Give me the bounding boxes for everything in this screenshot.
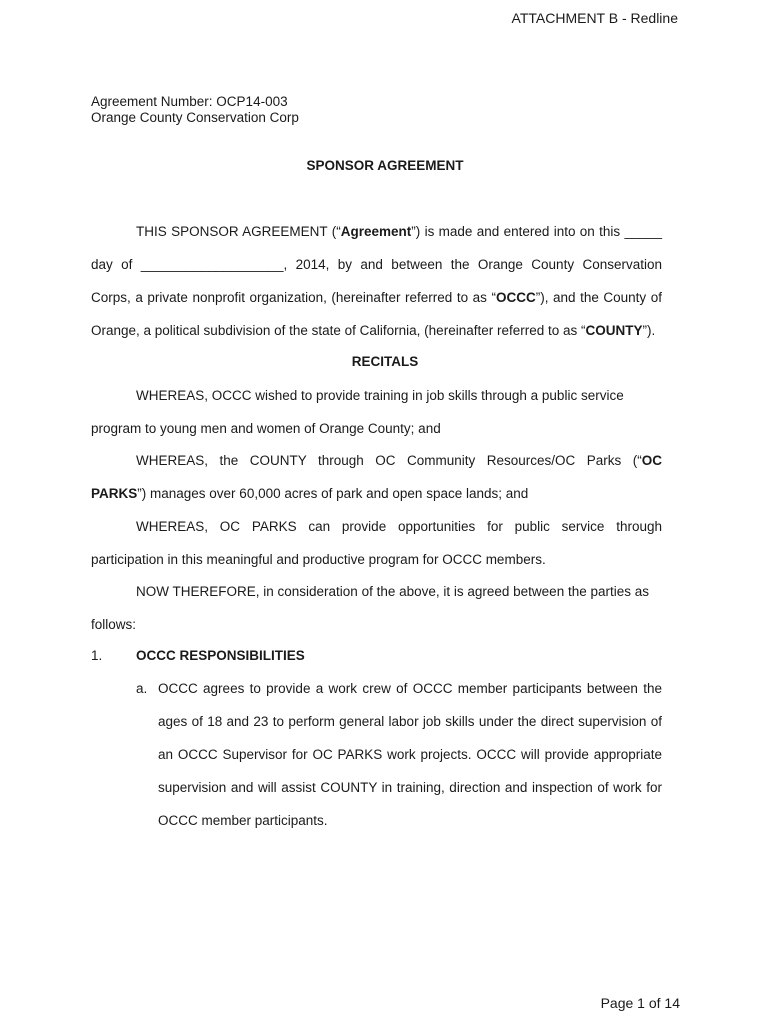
recital-3-line-1: WHEREAS, OC PARKS can provide opportunities for public service through xyxy=(136,519,662,534)
item-a-line-3: an OCCC Supervisor for OC PARKS work projects. OCCC will provide appropriate xyxy=(158,747,662,762)
page-number: Page 1 of 14 xyxy=(600,995,680,1011)
recital-4-line-2: follows: xyxy=(91,617,137,632)
intro-line-3: Corps, a private nonprofit organization, (hereinafter referred to as “OCCC”), and the County of xyxy=(91,290,662,305)
item-a-line-4: supervision and will assist COUNTY in training, direction and inspection of work for xyxy=(158,780,662,795)
recital-2-line-1: WHEREAS, the COUNTY through OC Community Resources/OC Parks (“OC xyxy=(136,453,662,468)
recital-1-line-2: program to young men and women of Orange County; and xyxy=(91,421,441,436)
item-a-line-1: OCCC agrees to provide a work crew of OCCC member participants between the xyxy=(158,681,662,696)
item-a-line-5: OCCC member participants. xyxy=(158,813,328,828)
attachment-label: ATTACHMENT B - Redline xyxy=(511,10,678,26)
recital-4-line-1: NOW THEREFORE, in consideration of the above, it is agreed between the parties as xyxy=(136,584,649,599)
recitals-heading: RECITALS xyxy=(351,354,419,369)
recital-3-line-2: participation in this meaningful and productive program for OCCC members. xyxy=(91,552,546,567)
intro-line-1: THIS SPONSOR AGREEMENT (“Agreement”) is made and entered into on this _____ xyxy=(136,224,662,239)
intro-line-4: Orange, a political subdivision of the state of California, (hereinafter referred to as “COUNTY”). xyxy=(91,323,656,338)
item-a-label: a. xyxy=(136,681,148,696)
section-1-title: OCCC RESPONSIBILITIES xyxy=(136,648,305,663)
recital-2-line-2: PARKS”) manages over 60,000 acres of park and open space lands; and xyxy=(91,486,529,501)
recital-1-line-1: WHEREAS, OCCC wished to provide training in job skills through a public service xyxy=(136,388,624,403)
agreement-meta xyxy=(91,94,299,126)
document-title: SPONSOR AGREEMENT xyxy=(306,158,464,173)
section-1-number: 1. xyxy=(91,648,103,663)
agreement-number: Agreement Number: OCP14-003 xyxy=(91,94,288,109)
item-a-line-2: ages of 18 and 23 to perform general labor job skills under the direct supervision of xyxy=(158,714,662,729)
intro-line-2: day of ___________________, 2014, by and between the Orange County Conservation xyxy=(91,257,662,272)
organization-name: Orange County Conservation Corp xyxy=(91,110,299,125)
